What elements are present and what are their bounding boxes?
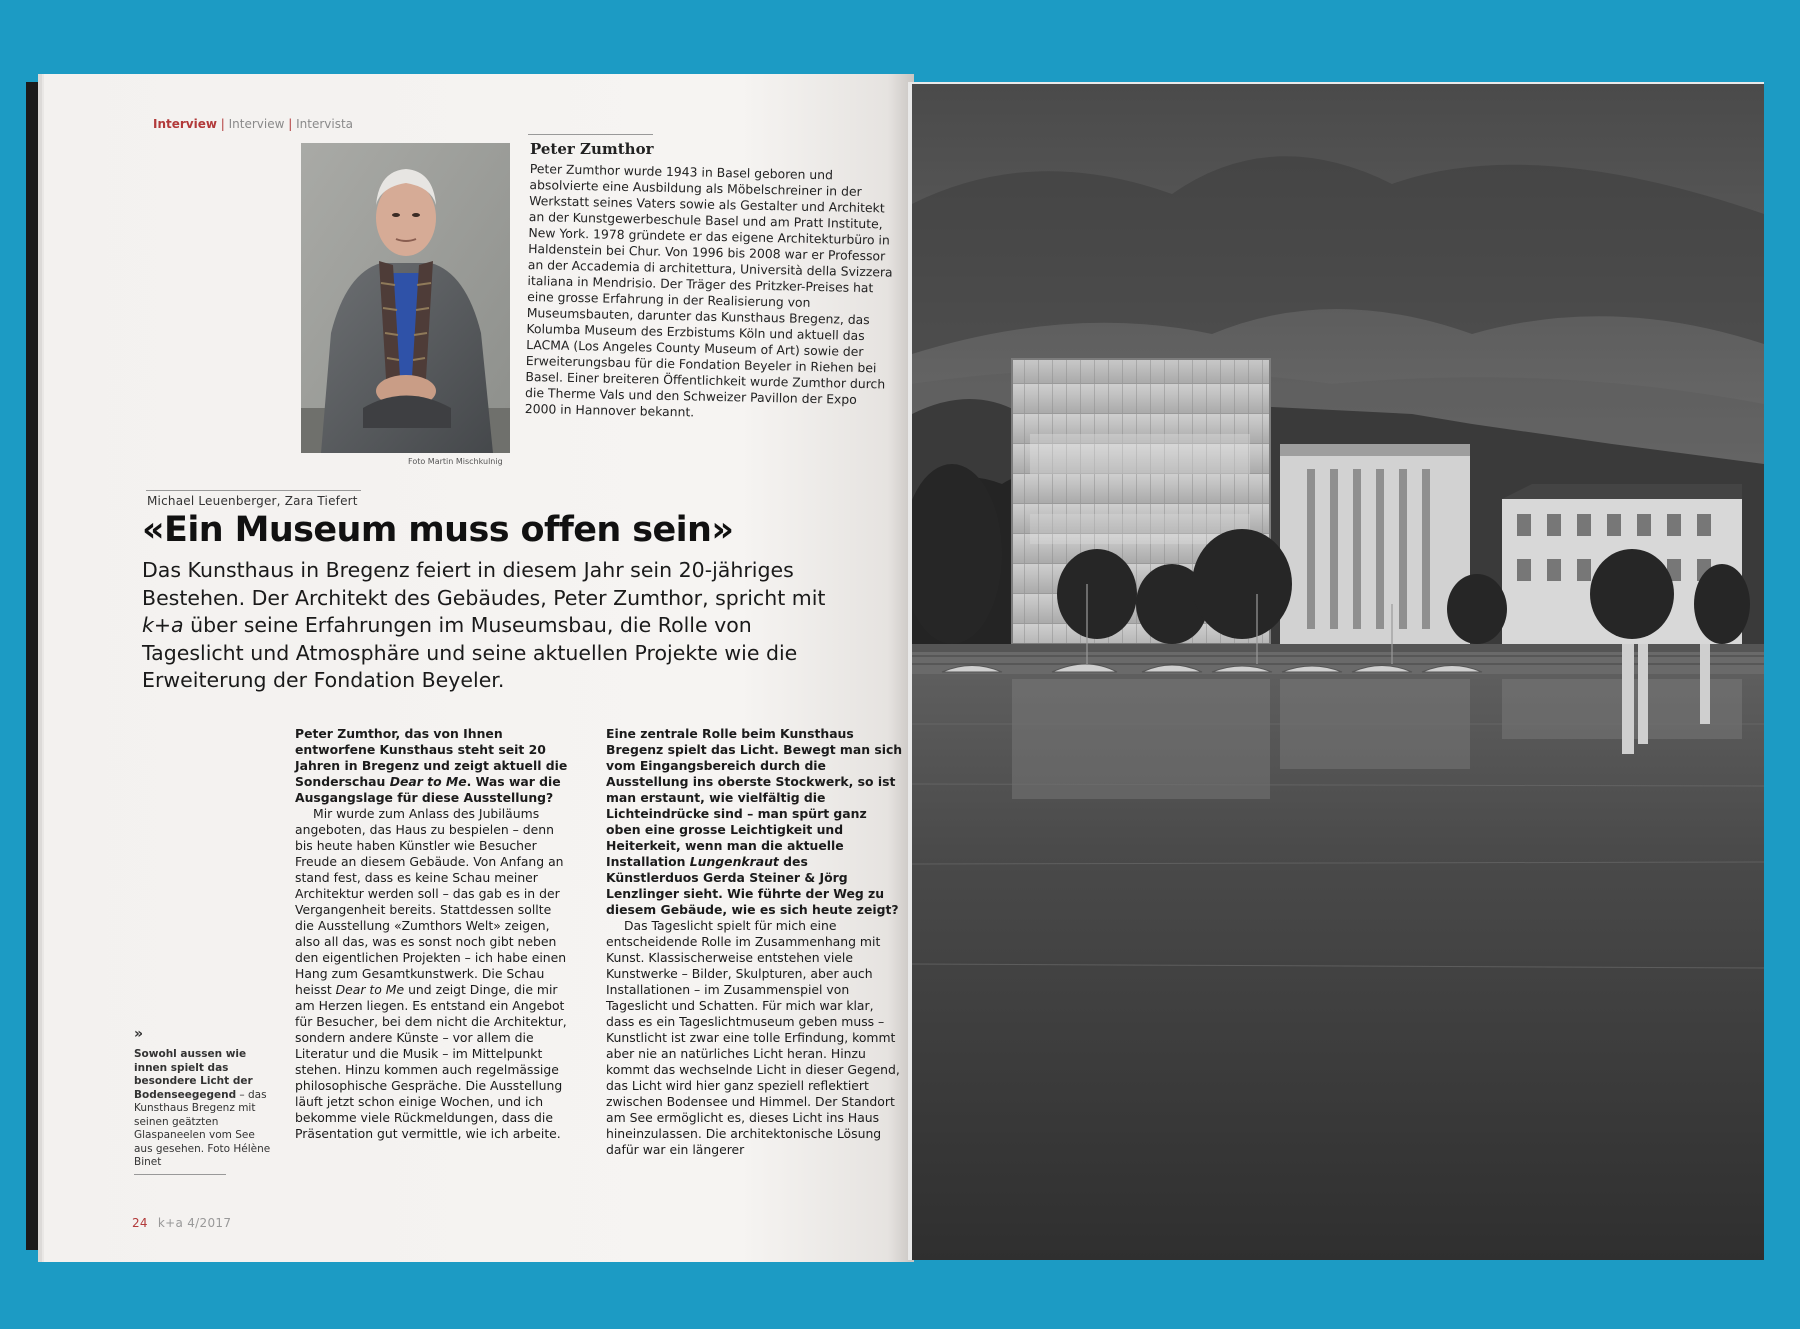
section-kicker: Interview | Interview | Intervista — [153, 117, 354, 131]
bio-rule — [528, 134, 653, 135]
column-1 — [295, 726, 570, 1142]
caption-rule — [134, 1174, 226, 1175]
answer-2: Das Tageslicht spielt für mich eine entscheidende Rolle im Zusammenhang mit Kunst. Klassischerweise entstehen viele Kunstwerke – Bilder, Skulpturen, aber auch Installationen – im Zusammenspiel von Tageslicht und Schatten. Für mich war klar, dass es ein Tageslichtmuseum geben muss – Kunstlicht ist zwar eine tolle Erfindung, kommt aber nie an natürliches Licht heran. Hinzu kommt das wechselnde Licht in dieser Gegend, das Licht wird hier ganz speziell reflektiert zwischen Bodensee und Himmel. Der Standort am See ermöglicht es, dieses Licht ins Haus hineinzulassen. Die architektonische Lösung dafür war ein längerer — [606, 918, 900, 1157]
answer-1: Mir wurde zum Anlass des Jubiläums angeboten, das Haus zu bespielen – denn bis heute haben Künstler wie Besucher Freude an diesem Gebäude. Von Anfang an stand fest, dass es keine Schau meiner Architektur werden soll – das gab es in der Vergangenheit bereits. Stattdessen sollte die Ausstellung «Zumthors Welt» zeigen, also all das, was es sonst noch gibt neben den eigentlichen Projekten – ich habe einen Hang zum Gesamtkunstwerk. Die Schau heisst Dear to Me und zeigt Dinge, die mir am Herzen liegen. Es entstand ein Angebot für Besucher, bei dem nicht die Architektur, sondern andere Künste – vor allem die Literatur und die Musik – im Mittelpunkt stehen. Hinzu kommen auch regelmässige philosophische Gespräche. Die Ausstellung läuft jetzt schon einige Wochen, und ich bekomme viele Rückmeldungen, dass die Präsentation gut vermittle, wie ich arbeite. — [295, 806, 567, 1141]
authors: Michael Leuenberger, Zara Tiefert — [147, 494, 358, 508]
bio-name: Peter Zumthor — [530, 140, 654, 158]
folio — [132, 1216, 231, 1230]
kicker-active: Interview — [153, 117, 217, 131]
publication: k+a 4/2017 — [157, 1216, 232, 1230]
kicker-item: Interview — [228, 117, 285, 131]
question-1: Peter Zumthor, das von Ihnen entworfene Kunsthaus steht seit 20 Jahren in Bregenz und zeigt aktuell die Sonderschau Dear to Me. Was war die Ausgangslage für diese Ausstellung? — [295, 726, 568, 805]
kunsthaus-bregenz-photo — [912, 84, 1764, 1260]
lead-paragraph: Das Kunsthaus in Bregenz feiert in diesem Jahr sein 20-jähriges Bestehen. Der Architekt des Gebäudes, Peter Zumthor, spricht mit k+a über seine Erfahrungen im Museumsbau, die Rolle von Tageslicht und Atmosphäre und seine aktuellen Projekte wie die Erweiterung der Fondation Beyeler. — [142, 558, 826, 692]
portrait-credit: Foto Martin Mischkulnig — [408, 457, 503, 466]
question-2: Eine zentrale Rolle beim Kunsthaus Bregenz spielt das Licht. Bewegt man sich vom Eingangsbereich durch die Ausstellung ins oberste Stockwerk, so ist man erstaunt, wie vielfältig die Lichteindrücke sind – man spürt ganz oben eine grosse Leichtigkeit und Heiterkeit, wenn man die aktuelle Installation Lungenkraut des Künstlerduos Gerda Steiner & Jörg Lenzlinger sieht. Wie führte der Weg zu diesem Gebäude, wie es sich heute zeigt? — [606, 726, 903, 917]
kicker-item: Intervista — [296, 117, 354, 131]
bio-text: Peter Zumthor wurde 1943 in Basel geboren und absolvierte eine Ausbildung als Möbelschreiner in der Werkstatt seines Vaters sowie als Gestalter und Architekt an der Kunstgewerbeschule Basel und am Pratt Institute, New York. 1978 gründete er das eigene Architekturbüro in Haldenstein bei Chur. Von 1996 bis 2008 war er Professor an der Accademia di architettura, Università della Svizzera italiana in Mendrisio. Der Träger des Pritzker-Preises hat eine grosse Erfahrung in der Realisierung von Museumsbauten, darunter das Kunsthaus Bregenz, das Kolumba Museum des Erzbistums Köln und aktuell das LACMA (Los Angeles County Museum of Art) sowie der Erweiterungsbau für die Fondation Beyeler in Riehen bei Basel. Einer breiteren Öffentlichkeit wurde Zumthor durch die Therme Vals und den Schweizer Pavillon der Expo 2000 in Hannover bekannt. — [524, 161, 893, 420]
column-2 — [606, 726, 904, 1158]
headline: «Ein Museum muss offen sein» — [142, 510, 734, 550]
caption-arrow: » — [134, 1026, 144, 1042]
photo-caption: Sowohl aussen wie innen spielt das besondere Licht der Bodenseegegend – das Kunsthaus Bregenz mit seinen geätzten Glaspaneelen vom See aus gesehen. Foto Hélène Binet — [134, 1048, 271, 1168]
authors-rule — [146, 490, 361, 491]
page-number: 24 — [132, 1216, 148, 1230]
portrait-photo — [301, 143, 510, 453]
